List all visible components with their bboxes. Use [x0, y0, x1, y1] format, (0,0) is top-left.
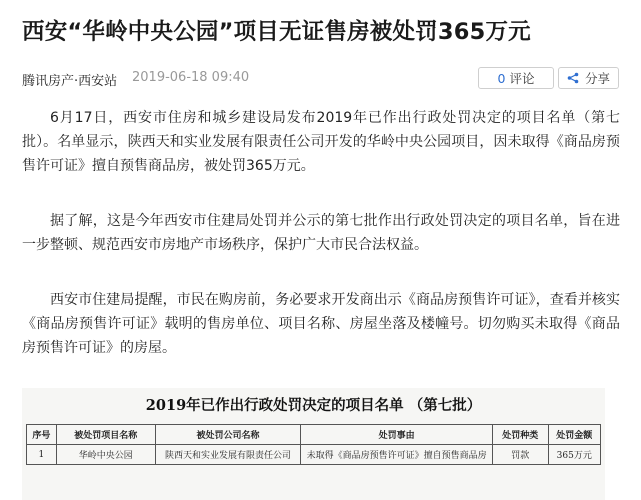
column-header: 序号: [27, 425, 57, 445]
table-cell: 华岭中央公园: [56, 445, 155, 465]
share-button[interactable]: [558, 67, 619, 89]
article-time: 2019-06-18 09:40: [132, 70, 250, 85]
comment-button[interactable]: [478, 67, 554, 89]
table-row: [27, 445, 601, 465]
article-source[interactable]: 腾讯房产·西安站: [22, 74, 118, 89]
share-icon: [567, 72, 579, 84]
penalty-table: [26, 424, 601, 465]
table-header-row: [27, 425, 601, 445]
column-header: 被处罚项目名称: [56, 425, 155, 445]
article-paragraph-2: 据了解，这是今年西安市住建局处罚并公示的第七批作出行政处罚决定的项目名单，旨在进一步整顿、规范西安市房地产市场秩序，保护广大市民合法权益。: [22, 213, 620, 253]
comment-label: 评论: [509, 71, 535, 86]
comment-count: 0: [497, 70, 506, 86]
penalty-list-image: [22, 388, 605, 500]
table-cell: 1: [27, 445, 57, 465]
table-cell: 未取得《商品房预售许可证》擅自预售商品房: [301, 445, 493, 465]
table-cell: 罚款: [492, 445, 548, 465]
article-meta: [22, 67, 619, 91]
table-cell: 365万元: [548, 445, 600, 465]
share-label: 分享: [584, 71, 610, 86]
table-cell: 陕西天和实业发展有限责任公司: [155, 445, 301, 465]
penalty-list-title: 2019年已作出行政处罚决定的项目名单 （第七批）: [145, 397, 482, 414]
article-paragraph-1: 6月17日，西安市住房和城乡建设局发布2019年已作出行政处罚决定的项目名单（第七批）。名单显示，陕西天和实业发展有限责任公司开发的华岭中央公园项目，因未取得《商品房预售许可证》擅自预售商品房，被处罚365万元。: [22, 110, 620, 174]
column-header: 被处罚公司名称: [155, 425, 301, 445]
column-header: 处罚种类: [492, 425, 548, 445]
article-paragraph-3: 西安市住建局提醒，市民在购房前，务必要求开发商出示《商品房预售许可证》，查看并核实《商品房预售许可证》载明的售房单位、项目名称、房屋坐落及楼幢号。切勿购买未取得《商品房预售许可证》的房屋。: [22, 292, 620, 356]
column-header: 处罚金额: [548, 425, 600, 445]
article-title: 西安“华岭中央公园”项目无证售房被处罚365万元: [22, 19, 531, 45]
column-header: 处罚事由: [301, 425, 493, 445]
